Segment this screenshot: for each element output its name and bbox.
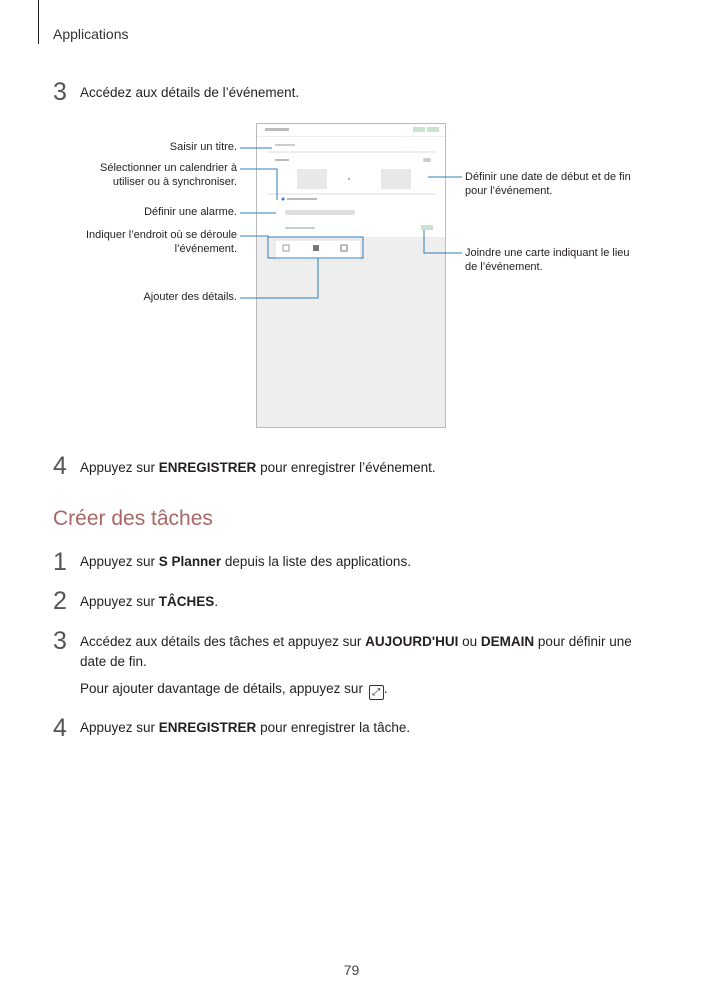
callout-location: Indiquer l’endroit où se déroule l’événement. — [85, 229, 237, 255]
section-heading: Créer des tâches — [53, 507, 213, 530]
callout-alarm: Définir une alarme. — [144, 206, 237, 218]
keyword-taches: TÂCHES — [158, 594, 215, 609]
section-label: Applications — [53, 26, 129, 42]
step-number: 4 — [53, 714, 67, 742]
step-text: Appuyez sur S Planner depuis la liste des applications. — [80, 554, 411, 569]
step-text: Accédez aux détails de l’événement. — [80, 85, 300, 100]
keyword-aujourdhui: AUJOURD'HUI — [365, 634, 459, 649]
callout-title: Saisir un titre. — [169, 141, 237, 153]
step-number: 2 — [53, 587, 67, 615]
keyword-enregistrer: ENREGISTRER — [158, 720, 257, 735]
callout-map: Joindre une carte indiquant le lieu de l’événement. — [465, 247, 630, 273]
step-text: Appuyez sur ENREGISTRER pour enregistrer la tâche. — [80, 720, 411, 735]
step-number: 3 — [53, 78, 67, 106]
callout-calendar: Sélectionner un calendrier à utiliser ou à synchroniser. — [100, 162, 237, 188]
leader-location — [240, 236, 268, 242]
leader-map — [424, 230, 462, 253]
detail-icons-box — [268, 237, 363, 258]
step-text: Appuyez sur TÂCHES. — [80, 594, 219, 609]
expand-icon: ⤢ — [369, 685, 384, 700]
leader-details — [240, 258, 318, 298]
step-text: Accédez aux détails des tâches et appuyez sur AUJOURD'HUI ou DEMAIN pour définir une date de fin. — [80, 634, 632, 669]
step-number: 3 — [53, 627, 67, 655]
step-number: 1 — [53, 548, 67, 576]
page-number: 79 — [343, 962, 360, 978]
step-text: Appuyez sur ENREGISTRER pour enregistrer l’événement. — [80, 460, 436, 475]
callout-details: Ajouter des détails. — [143, 291, 237, 303]
keyword-demain: DEMAIN — [480, 634, 535, 649]
keyword-s-planner: S Planner — [158, 554, 222, 569]
step-number: 4 — [53, 452, 67, 480]
keyword-enregistrer: ENREGISTRER — [158, 460, 257, 475]
step-note: Pour ajouter davantage de détails, appuyez sur ⤢ . — [80, 681, 388, 698]
callout-dates: Définir une date de début et de fin pour l’événement. — [465, 171, 631, 197]
leader-calendar — [240, 169, 277, 200]
